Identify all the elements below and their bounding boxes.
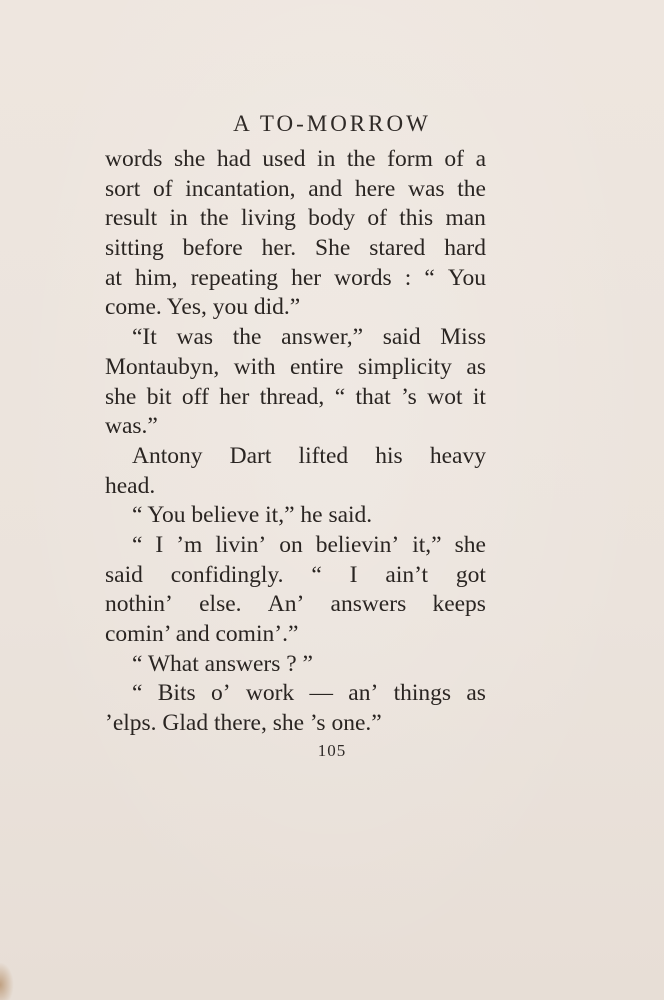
text-line: comin’ and comin’.” bbox=[105, 621, 299, 647]
text-line: “ I ’m livin’ on believin’ it,” she bbox=[132, 531, 486, 558]
text-line: words she had used in the form of a bbox=[105, 146, 486, 172]
page-number: 105 bbox=[317, 741, 347, 760]
text-line: she bit off her thread, “ that ’s wot it bbox=[105, 383, 486, 410]
text-line: head. bbox=[105, 472, 156, 499]
text-line: at him, repeating her words : “ You bbox=[105, 264, 486, 291]
text-line: result in the living body of this man bbox=[105, 205, 486, 232]
text-line: was.” bbox=[105, 413, 158, 440]
paper-stain bbox=[0, 962, 14, 1000]
text-line: nothin’ else. An’ answers keeps bbox=[105, 591, 486, 618]
text-line: “ What answers ? ” bbox=[132, 650, 313, 677]
text-line: sort of incantation, and here was the bbox=[105, 175, 486, 202]
text-line: “ Bits o’ work — an’ things as bbox=[132, 680, 486, 707]
text-line: “ You believe it,” he said. bbox=[132, 502, 373, 529]
body-text bbox=[105, 145, 486, 739]
running-head: A TO-MORROW bbox=[233, 111, 431, 136]
text-line: ’elps. Glad there, she ’s one.” bbox=[105, 710, 382, 737]
text-line: “It was the answer,” said Miss bbox=[132, 324, 486, 351]
text-line: Montaubyn, with entire simplicity as bbox=[105, 353, 486, 380]
text-line: Antony Dart lifted his heavy bbox=[132, 442, 486, 469]
text-line: come. Yes, you did.” bbox=[105, 294, 301, 321]
text-line: sitting before her. She stared hard bbox=[105, 235, 486, 262]
text-line: said confidingly. “ I ain’t got bbox=[105, 561, 486, 588]
